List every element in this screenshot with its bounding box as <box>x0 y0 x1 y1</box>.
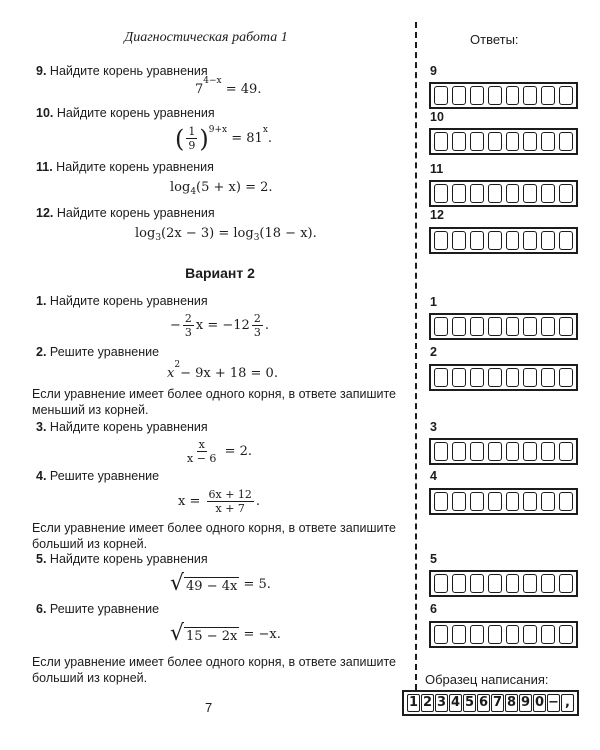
answer-field-10[interactable] <box>429 128 578 155</box>
answer-cell[interactable] <box>506 442 520 461</box>
answer-cell[interactable] <box>559 231 573 250</box>
sample-char: 2 <box>422 695 433 710</box>
answer-cell[interactable] <box>559 574 573 593</box>
answer-cell[interactable] <box>541 574 555 593</box>
answer-cell[interactable] <box>452 317 466 336</box>
sample-char: 7 <box>492 695 503 710</box>
answer-cell[interactable] <box>488 132 502 151</box>
answer-field-v2-5[interactable] <box>429 570 578 597</box>
answer-cell[interactable] <box>470 86 484 105</box>
equation-v2-4: x = $\frac{6x + 12}{x + 7}$ . <box>178 488 261 515</box>
answer-cell[interactable] <box>523 492 537 511</box>
answer-cell[interactable] <box>488 442 502 461</box>
answer-cell[interactable] <box>470 625 484 644</box>
problem-v2-6: 6. Решите уравнение <box>36 602 160 616</box>
answer-cell[interactable] <box>523 574 537 593</box>
sample-char: 9 <box>520 695 531 710</box>
answer-field-v2-3[interactable] <box>429 438 578 465</box>
equation-9: 7 4−x = 49. <box>195 75 262 97</box>
answer-cell[interactable] <box>452 492 466 511</box>
answer-cell[interactable] <box>470 231 484 250</box>
note-v2-6: Если уравнение имеет более одного корня, в ответе запишите больший из корней. <box>32 655 396 685</box>
answer-label-v2-5: 5 <box>430 552 437 566</box>
note-v2-2: Если уравнение имеет более одного корня, в ответе запишите меньший из корней. <box>32 387 396 417</box>
answer-cell[interactable] <box>470 317 484 336</box>
answer-cell[interactable] <box>559 317 573 336</box>
answer-label-9: 9 <box>430 64 437 78</box>
answer-cell[interactable] <box>452 368 466 387</box>
answer-cell[interactable] <box>452 86 466 105</box>
answer-cell[interactable] <box>488 317 502 336</box>
sample-char: 0 <box>534 695 545 710</box>
answer-cell[interactable] <box>541 231 555 250</box>
answer-field-11[interactable] <box>429 180 578 207</box>
sample-char: , <box>561 694 574 712</box>
answer-cell[interactable] <box>452 132 466 151</box>
answer-cell[interactable] <box>434 86 448 105</box>
answer-cell[interactable] <box>523 625 537 644</box>
problem-v2-1: 1. Найдите корень уравнения <box>36 294 208 308</box>
answer-label-12: 12 <box>430 208 444 222</box>
problem-10: 10. Найдите корень уравнения <box>36 106 215 120</box>
answer-cell[interactable] <box>488 574 502 593</box>
answer-cell[interactable] <box>488 492 502 511</box>
answer-cell[interactable] <box>434 132 448 151</box>
sample-title: Образец написания: <box>425 672 549 687</box>
answer-cell[interactable] <box>523 184 537 203</box>
answers-title: Ответы: <box>470 32 519 47</box>
answer-label-11: 11 <box>430 162 444 176</box>
answer-cell[interactable] <box>452 231 466 250</box>
problem-v2-4: 4. Решите уравнение <box>36 469 160 483</box>
answer-cell[interactable] <box>434 625 448 644</box>
answer-cell[interactable] <box>434 184 448 203</box>
answer-cell[interactable] <box>470 368 484 387</box>
answer-cell[interactable] <box>470 574 484 593</box>
answer-cell[interactable] <box>523 86 537 105</box>
problem-v2-5: 5. Найдите корень уравнения <box>36 552 208 566</box>
answer-cell[interactable] <box>452 574 466 593</box>
problem-v2-3: 3. Найдите корень уравнения <box>36 420 208 434</box>
answer-field-9[interactable] <box>429 82 578 109</box>
sample-char: 4 <box>450 695 461 710</box>
equation-v2-3: $\frac{x}{x - 6}$ = 2. <box>187 438 252 465</box>
answer-cell[interactable] <box>559 132 573 151</box>
answer-cell[interactable] <box>541 86 555 105</box>
answer-cell[interactable] <box>541 184 555 203</box>
answer-cell[interactable] <box>541 492 555 511</box>
answer-cell[interactable] <box>452 184 466 203</box>
equation-v2-5: √ 49 − 4x = 5. <box>170 571 271 596</box>
sample-char: 1 <box>408 695 419 710</box>
answer-cell[interactable] <box>559 492 573 511</box>
answer-field-v2-6[interactable] <box>429 621 578 648</box>
answer-cell[interactable] <box>434 492 448 511</box>
answer-cell[interactable] <box>488 184 502 203</box>
answer-field-12[interactable] <box>429 227 578 254</box>
answer-cell[interactable] <box>506 86 520 105</box>
equation-v2-6: √ 15 − 2x = −x. <box>170 621 281 646</box>
answer-label-v2-4: 4 <box>430 469 437 483</box>
sample-char: − <box>548 695 559 710</box>
problem-v2-2: 2. Решите уравнение <box>36 345 160 359</box>
answer-cell[interactable] <box>541 317 555 336</box>
answer-cell[interactable] <box>523 317 537 336</box>
answer-cell[interactable] <box>434 317 448 336</box>
answer-cell[interactable] <box>559 442 573 461</box>
answer-cell[interactable] <box>506 625 520 644</box>
answer-cell[interactable] <box>523 442 537 461</box>
equation-v2-1: − $\frac{2}{3}$ x = −12 $\frac{2}{3}$ . <box>170 312 269 339</box>
answer-cell[interactable] <box>506 368 520 387</box>
answer-cell[interactable] <box>559 184 573 203</box>
answer-cell[interactable] <box>523 368 537 387</box>
answer-label-v2-2: 2 <box>430 345 437 359</box>
answer-cell[interactable] <box>523 132 537 151</box>
answer-label-10: 10 <box>430 110 444 124</box>
answer-label-v2-6: 6 <box>430 602 437 616</box>
answer-cell[interactable] <box>523 231 537 250</box>
answer-cell[interactable] <box>506 317 520 336</box>
answer-cell[interactable] <box>434 231 448 250</box>
answer-cell[interactable] <box>506 492 520 511</box>
answer-cell[interactable] <box>559 625 573 644</box>
note-v2-4: Если уравнение имеет более одного корня, в ответе запишите больший из корней. <box>32 521 396 551</box>
answer-cell[interactable] <box>506 231 520 250</box>
answer-field-v2-2[interactable] <box>429 364 578 391</box>
answer-cell[interactable] <box>541 132 555 151</box>
problem-12: 12. Найдите корень уравнения <box>36 206 215 220</box>
answer-cell[interactable] <box>452 625 466 644</box>
answer-cell[interactable] <box>541 368 555 387</box>
answer-cell[interactable] <box>434 442 448 461</box>
answer-cell[interactable] <box>506 574 520 593</box>
equation-11: log 4 (5 + x) = 2. <box>170 180 273 197</box>
sample-char: 5 <box>464 695 475 710</box>
problem-11: 11. Найдите корень уравнения <box>36 160 214 174</box>
answer-cell[interactable] <box>434 574 448 593</box>
sample-digits <box>402 690 579 716</box>
answer-cell[interactable] <box>488 625 502 644</box>
variant-title: Вариант 2 <box>185 265 255 281</box>
answer-cell[interactable] <box>559 368 573 387</box>
answer-cell[interactable] <box>470 132 484 151</box>
answer-cell[interactable] <box>434 368 448 387</box>
answer-cell[interactable] <box>452 442 466 461</box>
sample-char: 3 <box>436 695 447 710</box>
answer-cell[interactable] <box>488 231 502 250</box>
sample-char: 6 <box>478 695 489 710</box>
answer-label-v2-1: 1 <box>430 295 437 309</box>
dashed-divider <box>415 22 417 690</box>
answer-cell[interactable] <box>506 184 520 203</box>
page-header-title: Диагностическая работа 1 <box>124 30 288 45</box>
answer-cell[interactable] <box>541 625 555 644</box>
equation-v2-2: x 2 − 9x + 18 = 0. <box>167 359 278 381</box>
problem-9: 9. Найдите корень уравнения <box>36 64 208 78</box>
answer-label-v2-3: 3 <box>430 420 437 434</box>
answer-field-v2-4[interactable] <box>429 488 578 515</box>
answer-cell[interactable] <box>470 184 484 203</box>
answer-cell[interactable] <box>541 442 555 461</box>
answer-cell[interactable] <box>470 442 484 461</box>
sample-char: 8 <box>506 695 517 710</box>
answer-cell[interactable] <box>470 492 484 511</box>
answer-field-v2-1[interactable] <box>429 313 578 340</box>
answer-cell[interactable] <box>488 368 502 387</box>
equation-10: ( $\frac{1}{9}$ ) 9+x = 81 x . <box>175 124 273 153</box>
answer-cell[interactable] <box>506 132 520 151</box>
answer-cell[interactable] <box>488 86 502 105</box>
equation-12: log 3 (2x − 3) = log 3 (18 − x). <box>135 226 317 243</box>
page-number: 7 <box>205 700 213 715</box>
answer-cell[interactable] <box>559 86 573 105</box>
